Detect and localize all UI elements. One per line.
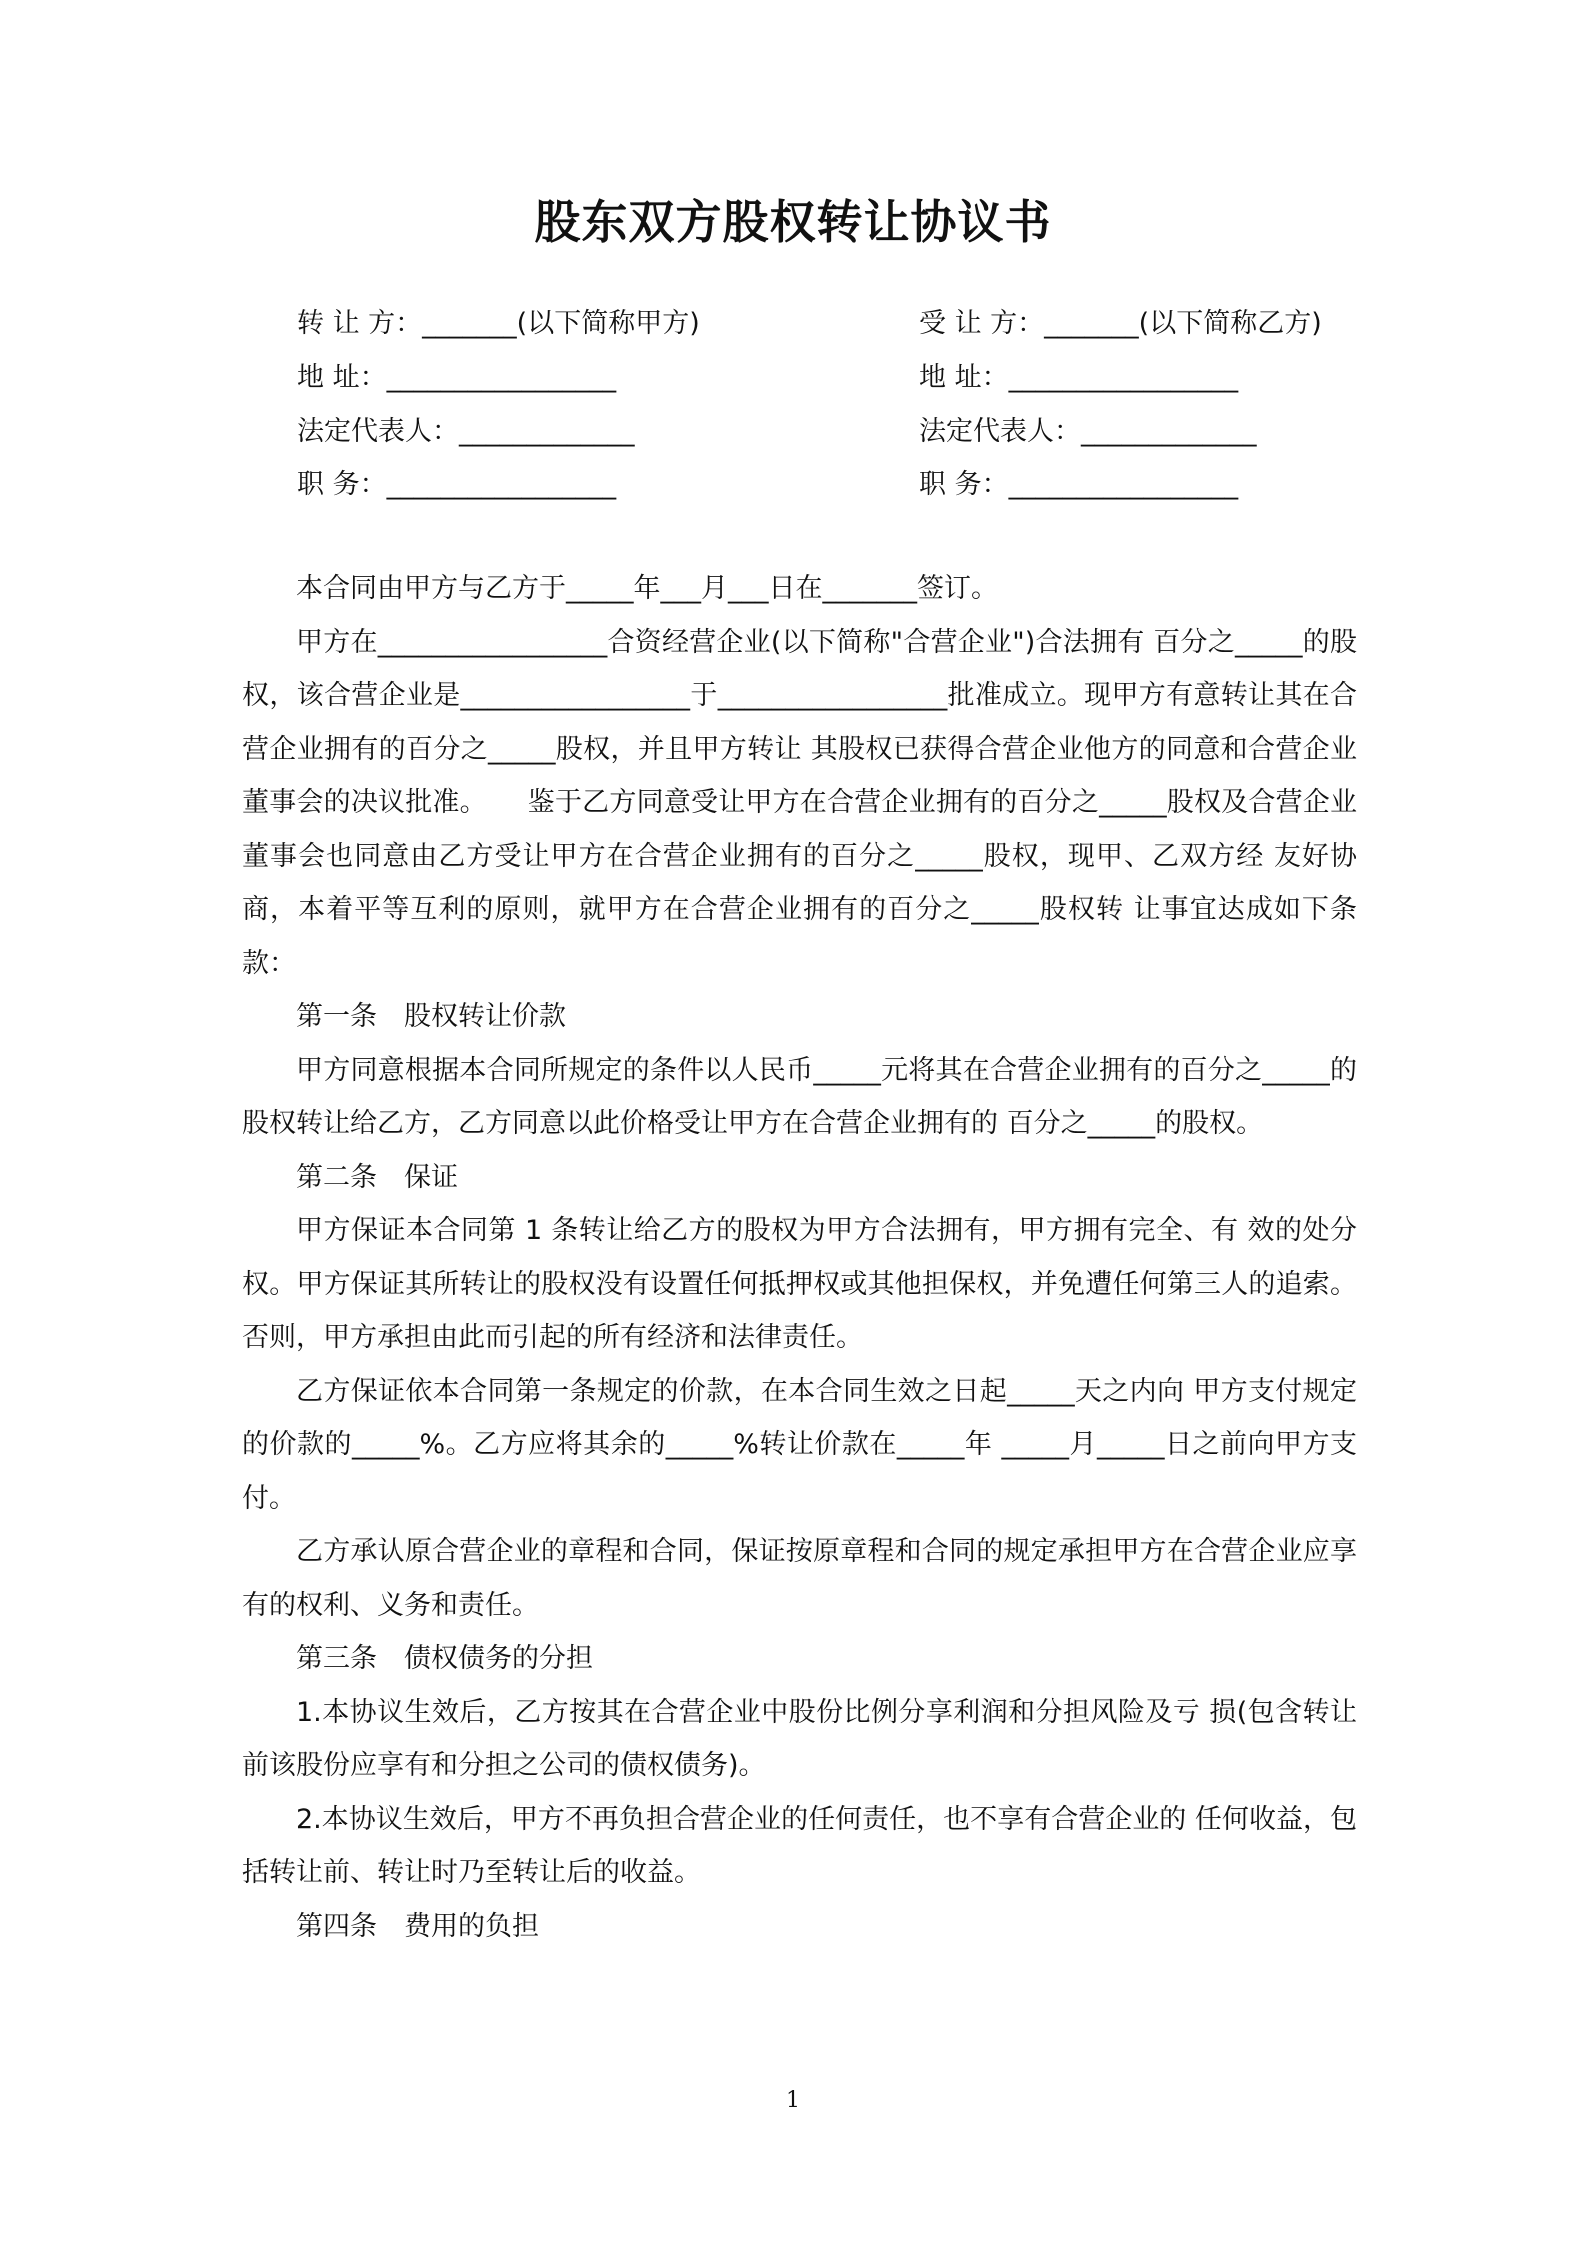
article-heading: 第四条 费用的负担	[296, 1910, 539, 1942]
transferor-address-line: 地 址：_________________	[297, 362, 617, 393]
agreement-body	[242, 562, 1357, 1953]
article-heading: 第二条 保证	[296, 1161, 458, 1193]
paragraph: 甲方保证本合同第 1 条转让给乙方的股权为甲方合法拥有，甲方拥有完全、有 效的处分权。甲方保证其所转让的股权没有设置任何抵押权或其他担保权，并免遭任何第三人的追索。否则，甲方承担由此而引起的所有经济和法律责任。	[242, 1215, 1357, 1353]
paragraph: 1.本协议生效后，乙方按其在合营企业中股份比例分享利润和分担风险及亏 损(包含转让前该股份应享有和分担之公司的债权债务)。	[242, 1696, 1357, 1781]
article-heading: 第三条 债权债务的分担	[296, 1643, 593, 1674]
transferor-position-line: 职 务：_________________	[297, 469, 617, 500]
paragraph: 2.本协议生效后，甲方不再负担合营企业的任何责任，也不享有合营企业的 任何收益，包括转让前、转让时乃至转让后的收益。	[242, 1803, 1357, 1888]
paragraph: 甲方同意根据本合同所规定的条件以人民币_____元将其在合营企业拥有的百分之_____的股权转让给乙方，乙方同意以此价格受让甲方在合营企业拥有的 百分之_____的股权。	[242, 1054, 1357, 1139]
transferee-position-line: 职 务：_________________	[919, 469, 1239, 500]
page-number: 1	[786, 2088, 800, 2113]
paragraph: 乙方保证依本合同第一条规定的价款，在本合同生效之日起_____天之内向 甲方支付规定的价款的_____%。乙方应将其余的_____%转让价款在_____年 _____月_____日之前向甲方支付。	[242, 1375, 1357, 1514]
paragraph: 甲方在_________________合资经营企业(以下简称"合营企业")合法拥有 百分之_____的股权，该合营企业是_________________于_________________批准成立。现甲方有意转让其在合营企业拥有的百分之_____股权，并且甲方转让 其股权已获得合营企业他方的同意和合营企业董事会的决议批准。 鉴于乙方同意受让甲方在合营企业拥有的百分之_____股权及合营企业董事会也同意由乙方受让甲方在合营企业拥有的百分之_____股权，现甲、乙双方经 友好协商，本着平等互利的原则，就甲方在合营企业拥有的百分之_____股权转 让事宜达成如下条款：	[242, 626, 1357, 979]
transferee-legal-rep-line: 法定代表人：_____________	[919, 416, 1257, 447]
document-title: 股东双方股权转让协议书	[534, 195, 1052, 249]
transferor-line: 转 让 方：_______(以下简称甲方)	[297, 308, 700, 339]
paragraph: 本合同由甲方与乙方于_____年___月___日在_______签订。	[296, 573, 998, 604]
paragraph: 乙方承认原合营企业的章程和合同，保证按原章程和合同的规定承担甲方在合营企业应享有的权利、义务和责任。	[242, 1536, 1357, 1621]
transferee-address-line: 地 址：_________________	[919, 362, 1239, 393]
transferee-line: 受 让 方：_______(以下简称乙方)	[919, 308, 1322, 339]
transferor-legal-rep-line: 法定代表人：_____________	[297, 416, 635, 447]
article-heading: 第一条 股权转让价款	[296, 1001, 566, 1032]
